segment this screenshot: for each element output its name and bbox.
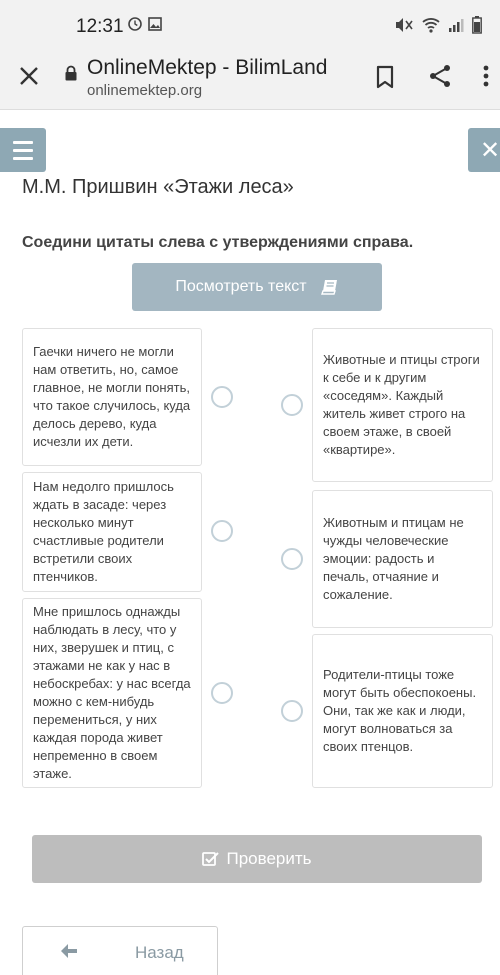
- back-label: Назад: [135, 943, 184, 962]
- book-icon: [321, 279, 339, 295]
- left-connector-radio[interactable]: [211, 520, 233, 542]
- task-instruction: Соедини цитаты слева с утверждениями справа.: [22, 234, 414, 251]
- site-url[interactable]: onlinemektep.org: [87, 82, 203, 99]
- left-connector-radio[interactable]: [211, 386, 233, 408]
- site-title: OnlineMektep - BilimLand: [87, 56, 328, 79]
- right-statement-text: Животным и птицам не чужды человеческие эмоции: радость и печаль, отчаяние и сожаление.: [323, 515, 464, 602]
- left-quote-card[interactable]: [22, 598, 202, 788]
- view-text-label: Посмотреть текст: [175, 278, 307, 295]
- right-connector-radio[interactable]: [281, 394, 303, 416]
- lock-icon: [64, 65, 78, 81]
- close-icon[interactable]: [16, 63, 42, 89]
- check-label: Проверить: [226, 849, 312, 868]
- checkbox-check-icon: [202, 851, 220, 867]
- image-icon: [148, 17, 162, 31]
- share-icon[interactable]: [427, 63, 453, 89]
- right-statement-text: Родители-птицы тоже могут быть обеспокоены. Они, так же как и люди, могут волноваться за своих птенцов.: [323, 667, 477, 754]
- battery-icon: [472, 16, 482, 34]
- signal-icon: [448, 17, 464, 33]
- hamburger-menu-icon[interactable]: [0, 128, 46, 172]
- right-statement-card[interactable]: [312, 634, 493, 788]
- left-quote-text: Мне пришлось однажды наблюдать в лесу, что у них, зверушек и птиц, с этажами не как у нас в небоскребах: у нас всегда можно с кем-нибудь перемениться, у них каждая порода живет непременно в своем этаже.: [33, 604, 191, 781]
- left-connector-radio[interactable]: [211, 682, 233, 704]
- right-statement-card[interactable]: [312, 328, 493, 482]
- status-bar: [0, 0, 500, 50]
- status-time: 12:31: [76, 16, 124, 37]
- right-statement-text: Животные и птицы строги к себе и к другим «соседям». Каждый житель живет строго на своем этаже, в своей «квартире».: [323, 352, 480, 457]
- arrow-left-icon: [59, 943, 79, 959]
- wifi-icon: [422, 17, 440, 33]
- bookmark-icon[interactable]: [373, 64, 397, 90]
- browser-toolbar: [0, 50, 500, 110]
- close-panel-icon[interactable]: ✕: [468, 128, 500, 172]
- left-quote-text: Нам недолго пришлось ждать в засаде: через несколько минут счастливые родители встретили своих птенчиков.: [33, 479, 174, 584]
- right-statement-card[interactable]: [312, 490, 493, 628]
- left-quote-text: Гаечки ничего не могли нам ответить, но, самое главное, не могли понять, что такое случилось, куда делось дерево, куда исчезли их дети.: [33, 344, 191, 449]
- view-text-button[interactable]: [132, 263, 382, 311]
- check-button[interactable]: [32, 835, 482, 883]
- left-quote-card[interactable]: [22, 328, 202, 466]
- back-button[interactable]: [22, 926, 218, 975]
- more-vertical-icon[interactable]: [476, 63, 496, 89]
- clock-icon: [128, 17, 142, 31]
- right-connector-radio[interactable]: [281, 700, 303, 722]
- page-title: М.М. Пришвин «Этажи леса»: [22, 176, 294, 198]
- mute-icon: [394, 17, 414, 33]
- left-quote-card[interactable]: [22, 472, 202, 592]
- right-connector-radio[interactable]: [281, 548, 303, 570]
